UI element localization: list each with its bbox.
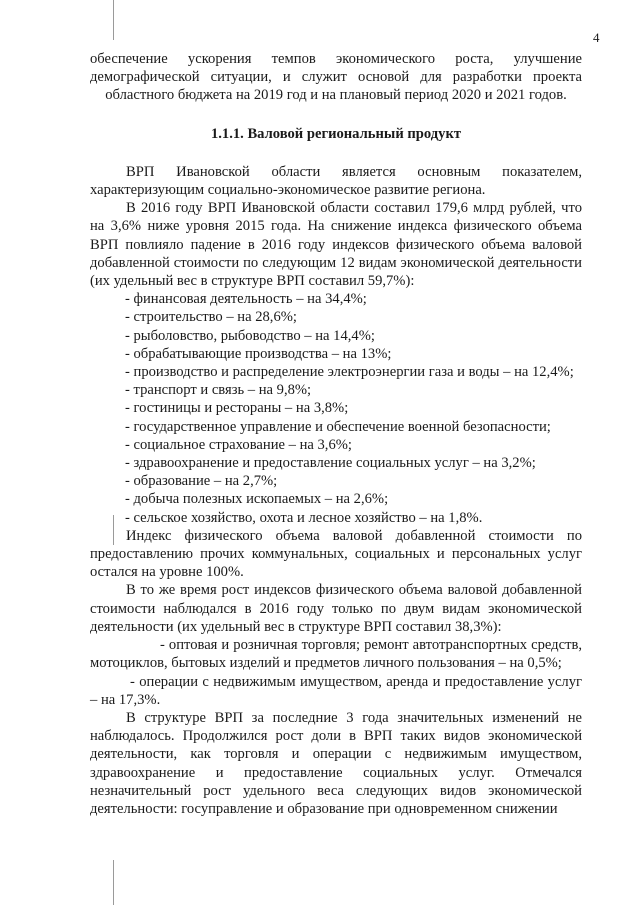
intro-line-1: обеспечение ускорения темпов экономического роста, улучшение (90, 51, 582, 67)
list-item: - строительство – на 28,6%; (125, 309, 297, 326)
list-item: - здравоохранение и предоставление социальных услуг – на 3,2%; (125, 455, 536, 472)
paragraph-3: Индекс физического объема валовой добавленной стоимости по предоставлению прочих коммунальных, социальных и персональных услуг остался на уровне 100%. (90, 527, 582, 581)
paragraph-2: В 2016 году ВРП Ивановской области составил 179,6 млрд рублей, что на 3,6% ниже уровня 2015 года. На снижение индекса физического объема ВРП повлияло падение в 2016 году индексов физического объема валовой добавленной стоимости по следующим 12 видам экономической деятельности (их удельный вес в структуре ВРП составил 59,7%): (90, 200, 582, 290)
list-item: - оптовая и розничная торговля; ремонт автотранспортных средств, мотоциклов, бытовых изделий и предметов личного пользования – на 0,5%; (90, 637, 582, 672)
list-item: - государственное управление и обеспечение военной безопасности; (125, 418, 551, 435)
list-item: - операции с недвижимым имуществом, аренда и предоставление услуг – на 17,3%. (90, 673, 582, 708)
page-number: 4 (593, 30, 600, 45)
section-heading: 1.1.1. Валовой региональный продукт (210, 125, 462, 142)
document-body (90, 50, 582, 818)
list-item: - сельское хозяйство, охота и лесное хозяйство – на 1,8%. (125, 509, 483, 526)
list-item: - образование – на 2,7%; (125, 473, 278, 490)
list-item: - социальное страхование – на 3,6%; (125, 436, 352, 453)
list-item: - гостиницы и рестораны – на 3,8%; (125, 400, 349, 417)
intro-line-3: областного бюджета на 2019 год и на плановый период 2020 и 2021 годов. (105, 87, 567, 104)
list-item: - рыболовство, рыбоводство – на 14,4%; (125, 327, 375, 344)
decline-list (90, 290, 582, 527)
paragraph-5: В структуре ВРП за последние 3 года значительных изменений не наблюдалось. Продолжился рост доли в ВРП таких видов экономической деятельности, как торговля и операции с недвижимым имуществом, здравоохранение и предоставление социальных услуг. Отмечался незначительный рост удельного веса следующих видов экономической деятельности: госуправление и образование при одновременном снижении (90, 709, 582, 817)
list-item: - производство и распределение электроэнергии газа и воды – на 12,4%; (125, 364, 574, 381)
paragraph-4: В то же время рост индексов физического объема валовой добавленной стоимости наблюдался в 2016 году только по двум видам экономической деятельности (их удельный вес в структуре ВРП составил 38,3%): (90, 582, 582, 635)
growth-list (90, 636, 582, 709)
intro-line-2: демографической ситуации, и служит основой для разработки проекта (90, 69, 582, 86)
list-item: - добыча полезных ископаемых – на 2,6%; (125, 491, 389, 508)
list-item: - транспорт и связь – на 9,8%; (125, 382, 312, 399)
list-item: - финансовая деятельность – на 34,4%; (125, 291, 367, 308)
list-item: - обрабатывающие производства – на 13%; (125, 345, 392, 362)
paragraph-1: ВРП Ивановской области является основным показателем, характеризующим социально-экономическое развитие региона. (90, 163, 582, 199)
